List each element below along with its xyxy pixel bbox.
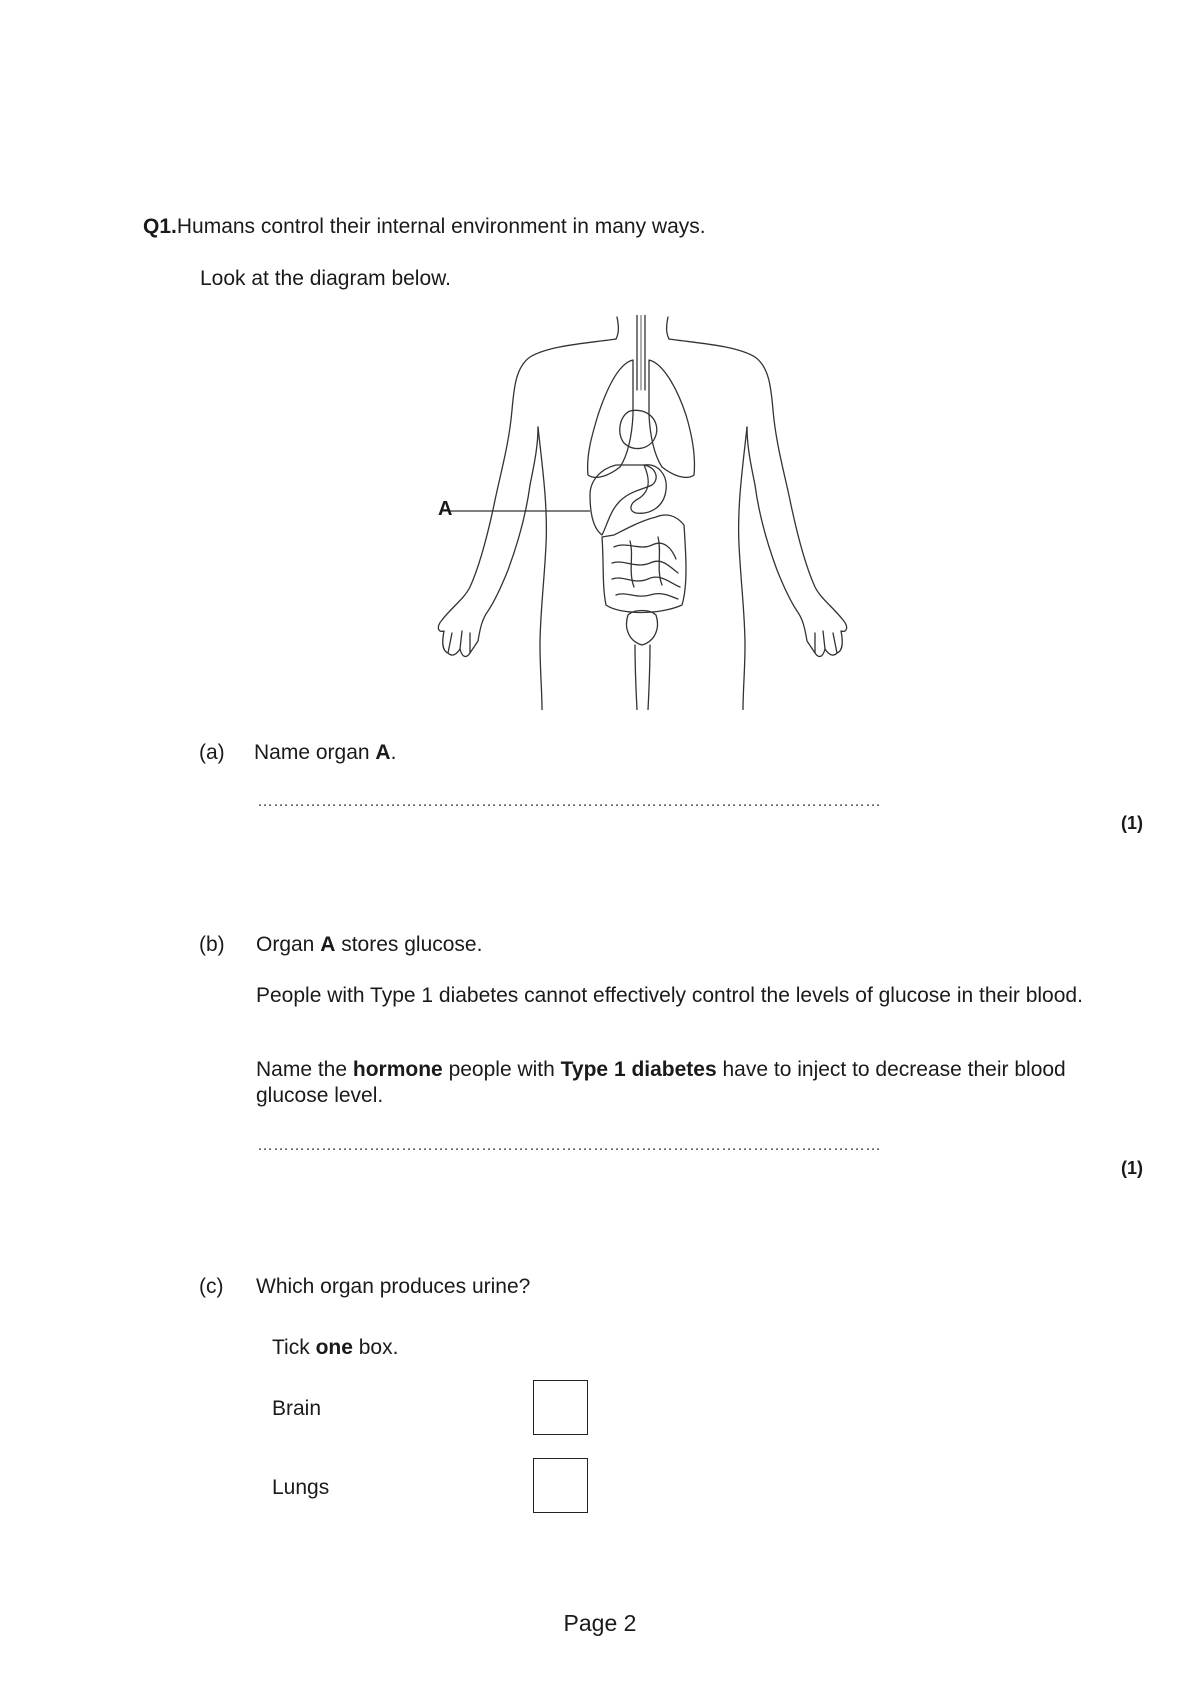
- question-number: Q1.: [143, 215, 177, 238]
- part-a-marks: (1): [1121, 813, 1143, 833]
- option-brain-label: Brain: [272, 1397, 322, 1420]
- part-c-letter: (c): [199, 1275, 224, 1298]
- option-lungs-checkbox[interactable]: [533, 1458, 588, 1513]
- part-a-letter: (a): [199, 741, 225, 764]
- part-b-marks: (1): [1121, 1158, 1143, 1178]
- option-lungs-label: Lungs: [272, 1476, 330, 1499]
- part-b-letter: (b): [199, 933, 225, 956]
- part-a-prompt-end: .: [390, 741, 397, 764]
- part-c-instruction: [272, 1335, 398, 1361]
- part-b-q-text3: have to inject to decrease their blood glucose level.: [256, 1058, 1066, 1107]
- part-c-tick-text: Tick: [272, 1336, 316, 1359]
- part-b-statement-text: Organ: [256, 933, 321, 956]
- part-b-q-bold1: hormone: [352, 1058, 443, 1081]
- part-a-prompt-text: Name organ: [254, 741, 376, 764]
- part-b-q-bold2: Type 1 diabetes: [560, 1058, 717, 1081]
- question-intro-text: Humans control their internal environment in many ways.: [176, 215, 706, 238]
- part-b-context: People with Type 1 diabetes cannot effectively control the levels of glucose in their blood.: [256, 984, 1083, 1007]
- part-a-prompt: [254, 740, 396, 766]
- part-c-prompt: Which organ produces urine?: [256, 1275, 531, 1298]
- part-c-tick-end: box.: [352, 1336, 399, 1359]
- human-body-diagram: [430, 315, 860, 710]
- part-b-organ: A: [320, 933, 336, 956]
- part-a-organ: A: [375, 741, 391, 764]
- part-b-statement: [256, 932, 482, 958]
- organ-a-label: A: [438, 498, 453, 520]
- part-c-tick-bold: one: [315, 1336, 353, 1359]
- option-brain-checkbox[interactable]: [533, 1380, 588, 1435]
- part-b-statement-end: stores glucose.: [335, 933, 483, 956]
- part-a-answer-line[interactable]: ………………………………………………………………………………………………………: [257, 793, 881, 810]
- question-intro: [143, 214, 706, 240]
- part-b-q-text2: people with: [442, 1058, 561, 1081]
- part-b-answer-line[interactable]: ………………………………………………………………………………………………………: [257, 1137, 881, 1154]
- diagram-instruction: Look at the diagram below.: [200, 267, 451, 290]
- part-b-q-text1: Name the: [256, 1058, 353, 1081]
- part-b-question: [256, 1057, 1086, 1109]
- page-number: Page 2: [563, 1610, 637, 1636]
